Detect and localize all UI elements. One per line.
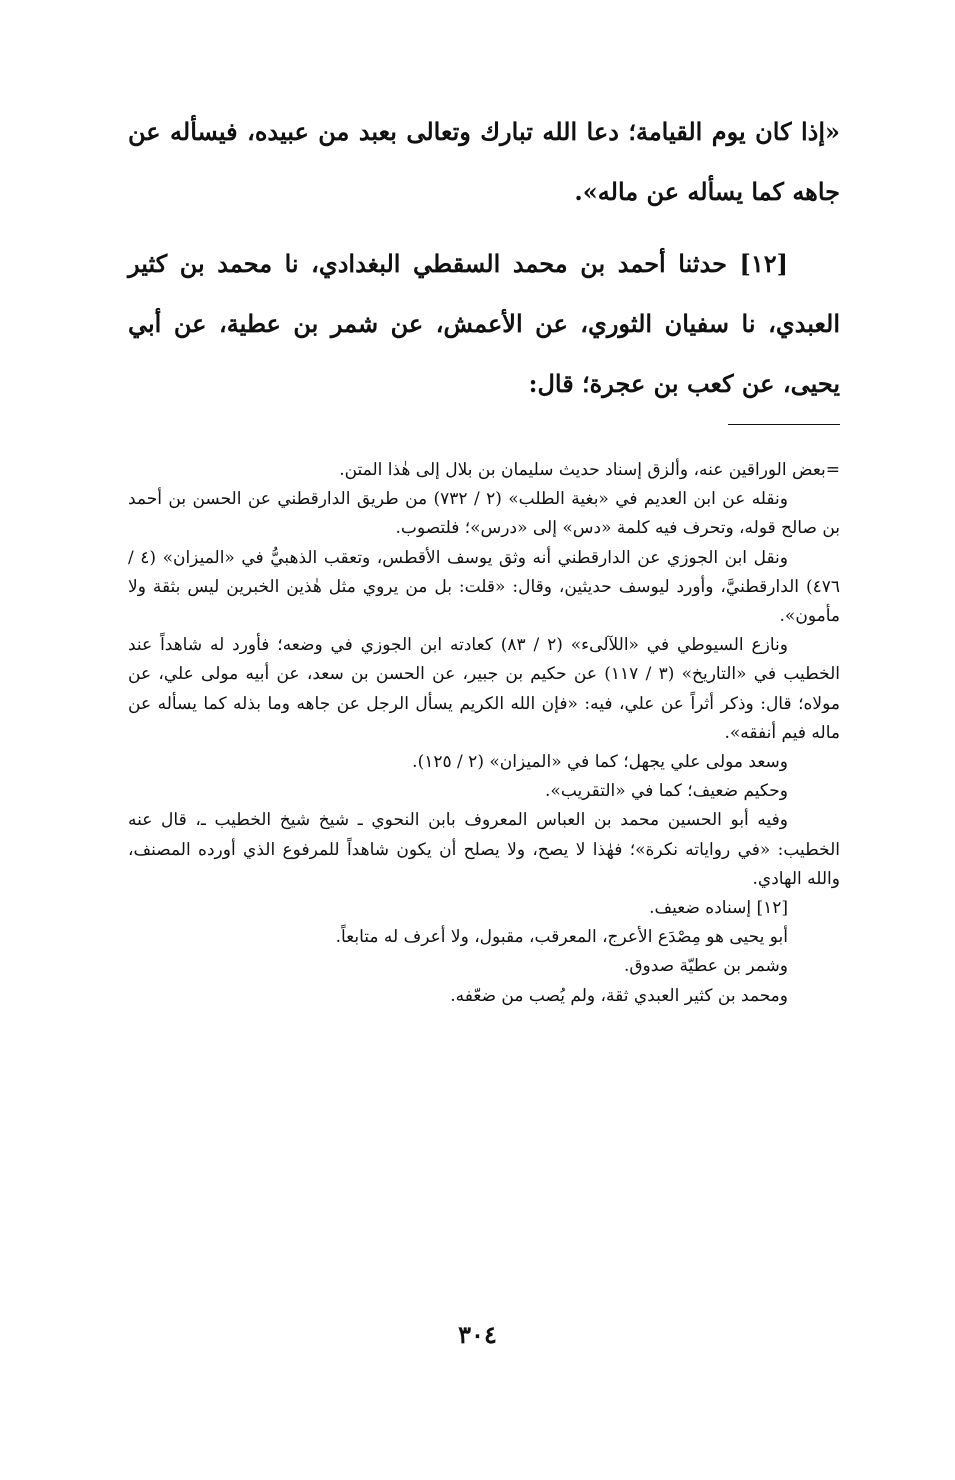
main-text	[128, 102, 840, 414]
footnote-12-heading: [١٢] إسناده ضعيف.	[649, 898, 788, 919]
footnote-paragraph: أبو يحيى هو مِصْدَع الأعرج، المعرقب، مقبول، ولا أعرف له متابعاً.	[335, 927, 788, 948]
footnote-paragraph: ونقله عن ابن العديم في «بغية الطلب» (٢ / ٧٣٢) من طريق الدارقطني عن الحسن بن أحمد بن صالح قوله، وتحرف فيه كلمة «دس» إلى «درس»؛ فلتصوب.	[128, 489, 840, 539]
footnote-paragraph: وفيه أبو الحسين محمد بن العباس المعروف بابن النحوي ـ شيخ شيخ الخطيب ـ، قال عنه الخطيب: «في رواياته نكرة»؛ فهٰذا لا يصح، ولا يصلح أن يكون شاهداً للمرفوع الذي أورده المصنف، والله الهادي.	[128, 810, 840, 889]
footnote-paragraph: ومحمد بن كثير العبدي ثقة، ولم يُصب من ضعّفه.	[450, 985, 788, 1006]
footnote-paragraph: ونازع السيوطي في «اللآلىء» (٢ / ٨٣) كعادته ابن الجوزي في وضعه؛ فأورد له شاهداً عند الخطيب في «التاريخ» (٣ / ١١٧) عن حكيم بن جبير، عن الحسن بن سعد، عن أبيه مولى علي، عن مولاه؛ قال: وذكر أثراً عن علي، فيه: «فإن الله الكريم يسأل الرجل عن جاهه وما بذله كما يسأله عن ماله فيم أنفقه».	[128, 635, 841, 743]
footnote-paragraph: وحكيم ضعيف؛ كما في «التقريب».	[545, 781, 788, 802]
footnotes	[128, 456, 840, 1011]
footnote-paragraph: وشمر بن عطيّة صدوق.	[623, 956, 788, 977]
hadith-12-chain: [١٢] حدثنا أحمد بن محمد السقطي البغدادي، نا محمد بن كثير العبدي، نا سفيان الثوري، عن الأعمش، عن شمر بن عطية، عن أبي يحيى، عن كعب بن عجرة؛ قال:	[128, 249, 840, 398]
footnote-continuation: =بعض الوراقين عنه، وألزق إسناد حديث سليمان بن بلال إلى هٰذا المتن.	[339, 460, 840, 480]
footnote-paragraph: وسعد مولى علي يجهل؛ كما في «الميزان» (٢ / ١٢٥).	[412, 752, 788, 773]
footnote-paragraph: ونقل ابن الجوزي عن الدارقطني أنه وثق يوسف الأقطس، وتعقب الذهبيُّ في «الميزان» (٤ / ٤٧٦) الدارقطنيَّ، وأورد ليوسف حديثين، وقال: «قلت: بل من يروي مثل هٰذين الخبرين ليس بثقة ولا مأمون».	[128, 547, 840, 627]
hadith-quote: «إذا كان يوم القيامة؛ دعا الله تبارك وتعالى بعبد من عبيده، فيسأله عن جاهه كما يسأله عن ماله».	[128, 117, 840, 206]
footnote-separator	[728, 424, 840, 425]
page-number: ٣٠٤	[458, 1320, 497, 1349]
